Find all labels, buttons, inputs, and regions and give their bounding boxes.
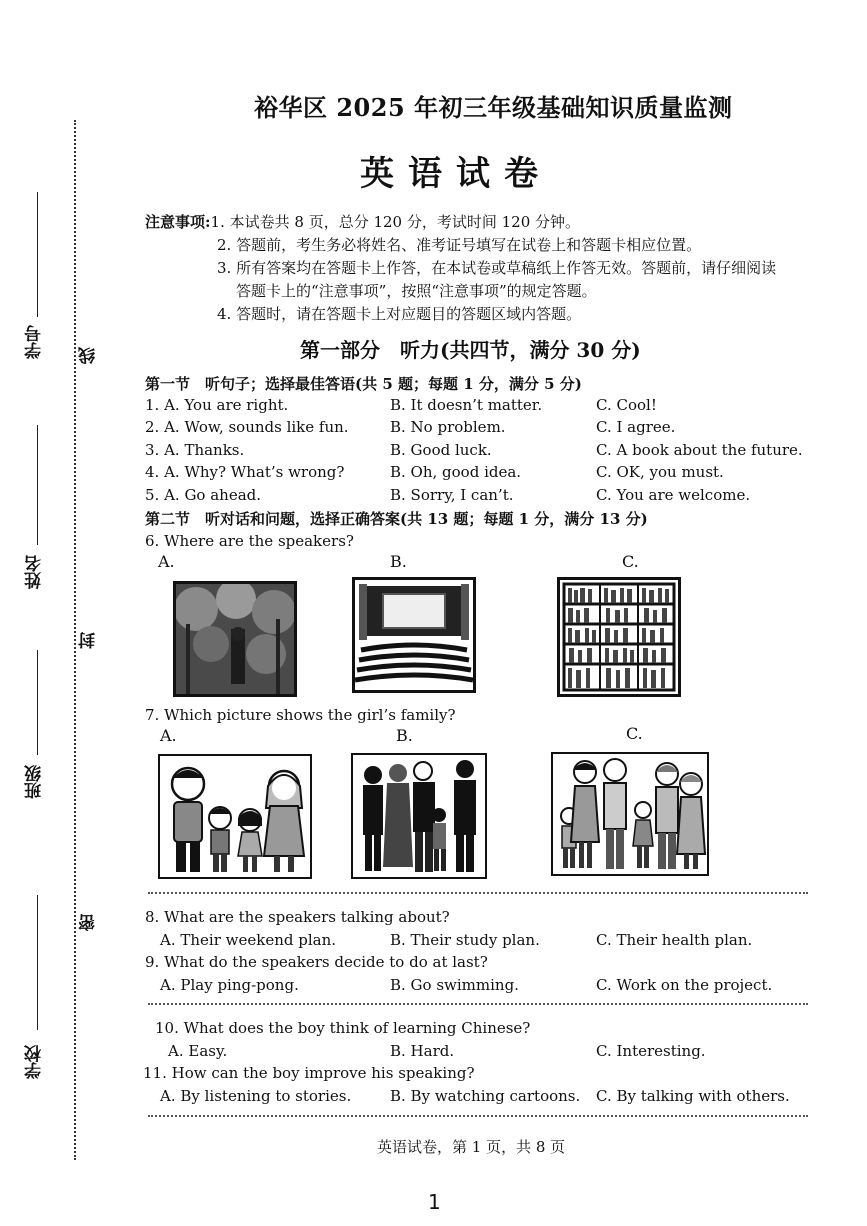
divider-dots-1 xyxy=(148,892,808,894)
page-footer: 英语试卷，第 1 页，共 8 页 xyxy=(377,1138,566,1156)
q7-picture-family-c xyxy=(551,752,709,876)
section-2-head: 第二节 听对话和问题，选择正确答案(共 13 题；每题 1 分，满分 13 分) xyxy=(145,510,648,528)
q10-option-a: A. Easy. xyxy=(168,1042,228,1060)
student-no-blank xyxy=(37,192,38,317)
cinema-screen-icon xyxy=(355,580,473,690)
q3-option-c: C. A book about the future. xyxy=(596,441,803,459)
exam-title: 裕华区 2025 年初三年级基础知识质量监测 xyxy=(254,93,733,122)
notes-item-3: 3. 所有答案均在答题卡上作答，在本试卷或草稿纸上作答无效。答题前，请仔细阅读 xyxy=(217,259,777,277)
q6-stem: 6. Where are the speakers? xyxy=(145,532,354,550)
bookshelf-icon xyxy=(560,580,678,694)
q3-option-b: B. Good luck. xyxy=(390,441,492,459)
q7-picture-family-a xyxy=(158,754,312,879)
notes-item-4: 4. 答题时，请在答题卡上对应题目的答题区域内答题。 xyxy=(217,305,582,323)
q11-option-b: B. By watching cartoons. xyxy=(390,1087,581,1105)
name-label: 姓名 xyxy=(25,555,45,589)
q6-picture-library xyxy=(557,577,681,697)
class-label: 班级 xyxy=(25,765,45,799)
q5-option-c: C. You are welcome. xyxy=(596,486,751,504)
q6-label-c: C. xyxy=(622,552,639,571)
divider-dots-3 xyxy=(148,1115,808,1117)
section-1-head: 第一节 听句子；选择最佳答语(共 5 题；每题 1 分，满分 5 分) xyxy=(145,375,582,393)
q2-option-a: 2. A. Wow, sounds like fun. xyxy=(145,418,349,436)
q2-option-b: B. No problem. xyxy=(390,418,506,436)
notes-item-2: 2. 答题前，考生务必将姓名、准考证号填写在试卷上和答题卡相应位置。 xyxy=(217,236,702,254)
q8-option-b: B. Their study plan. xyxy=(390,931,540,949)
seal-seal-char: 封 xyxy=(76,630,101,651)
q10-option-c: C. Interesting. xyxy=(596,1042,706,1060)
school-label: 学校 xyxy=(25,1045,45,1079)
q8-stem: 8. What are the speakers talking about? xyxy=(145,908,450,926)
q6-picture-park xyxy=(173,581,297,697)
q3-option-a: 3. A. Thanks. xyxy=(145,441,245,459)
q7-stem: 7. Which picture shows the girl’s family? xyxy=(145,706,456,724)
q4-option-b: B. Oh, good idea. xyxy=(390,463,522,481)
q6-picture-cinema xyxy=(352,577,476,693)
q11-option-a: A. By listening to stories. xyxy=(160,1087,352,1105)
family-of-four-icon xyxy=(160,756,310,877)
q7-label-c: C. xyxy=(626,724,643,743)
q7-label-a: A. xyxy=(160,726,177,745)
school-blank xyxy=(37,895,38,1030)
student-no-label: 学号 xyxy=(25,325,45,359)
q4-option-c: C. OK, you must. xyxy=(596,463,724,481)
seal-line-char: 线 xyxy=(76,345,101,366)
q7-label-b: B. xyxy=(396,726,413,745)
q9-option-a: A. Play ping-pong. xyxy=(160,976,299,994)
q6-label-b: B. xyxy=(390,552,407,571)
class-blank xyxy=(37,650,38,755)
q9-option-b: B. Go swimming. xyxy=(390,976,519,994)
q11-option-c: C. By talking with others. xyxy=(596,1087,790,1105)
q1-option-c: C. Cool! xyxy=(596,396,657,414)
q6-label-a: A. xyxy=(158,552,175,571)
q8-option-c: C. Their health plan. xyxy=(596,931,753,949)
q2-option-c: C. I agree. xyxy=(596,418,676,436)
park-trees-icon xyxy=(176,584,294,694)
q5-option-b: B. Sorry, I can’t. xyxy=(390,486,514,504)
seal-secret-char: 密 xyxy=(76,912,101,933)
part-title: 第一部分 听力(共四节，满分 30 分) xyxy=(300,338,641,362)
exam-subtitle: 英语试卷 xyxy=(360,154,552,194)
q7-picture-family-b xyxy=(351,753,487,879)
q4-option-a: 4. A. Why? What’s wrong? xyxy=(145,463,345,481)
q9-stem: 9. What do the speakers decide to do at last? xyxy=(145,953,488,971)
q1-option-b: B. It doesn’t matter. xyxy=(390,396,543,414)
page-number: 1 xyxy=(428,1190,441,1214)
q10-option-b: B. Hard. xyxy=(390,1042,455,1060)
q8-option-a: A. Their weekend plan. xyxy=(160,931,337,949)
q1-option-a: 1. A. You are right. xyxy=(145,396,289,414)
notes-item-3-cont: 答题卡上的“注意事项”，按照“注意事项”的规定答题。 xyxy=(236,282,597,300)
notes-label: 注意事项: xyxy=(145,213,211,231)
q11-stem: 11. How can the boy improve his speaking? xyxy=(143,1064,475,1082)
divider-dots-2 xyxy=(148,1003,808,1005)
q9-option-c: C. Work on the project. xyxy=(596,976,773,994)
q10-stem: 10. What does the boy think of learning Chinese? xyxy=(155,1019,531,1037)
family-of-six-icon xyxy=(553,754,707,874)
name-blank xyxy=(37,425,38,545)
family-of-five-icon xyxy=(353,755,485,877)
q5-option-a: 5. A. Go ahead. xyxy=(145,486,262,504)
notes-item-1: 1. 本试卷共 8 页，总分 120 分，考试时间 120 分钟。 xyxy=(210,213,581,231)
exam-notes xyxy=(145,211,835,326)
